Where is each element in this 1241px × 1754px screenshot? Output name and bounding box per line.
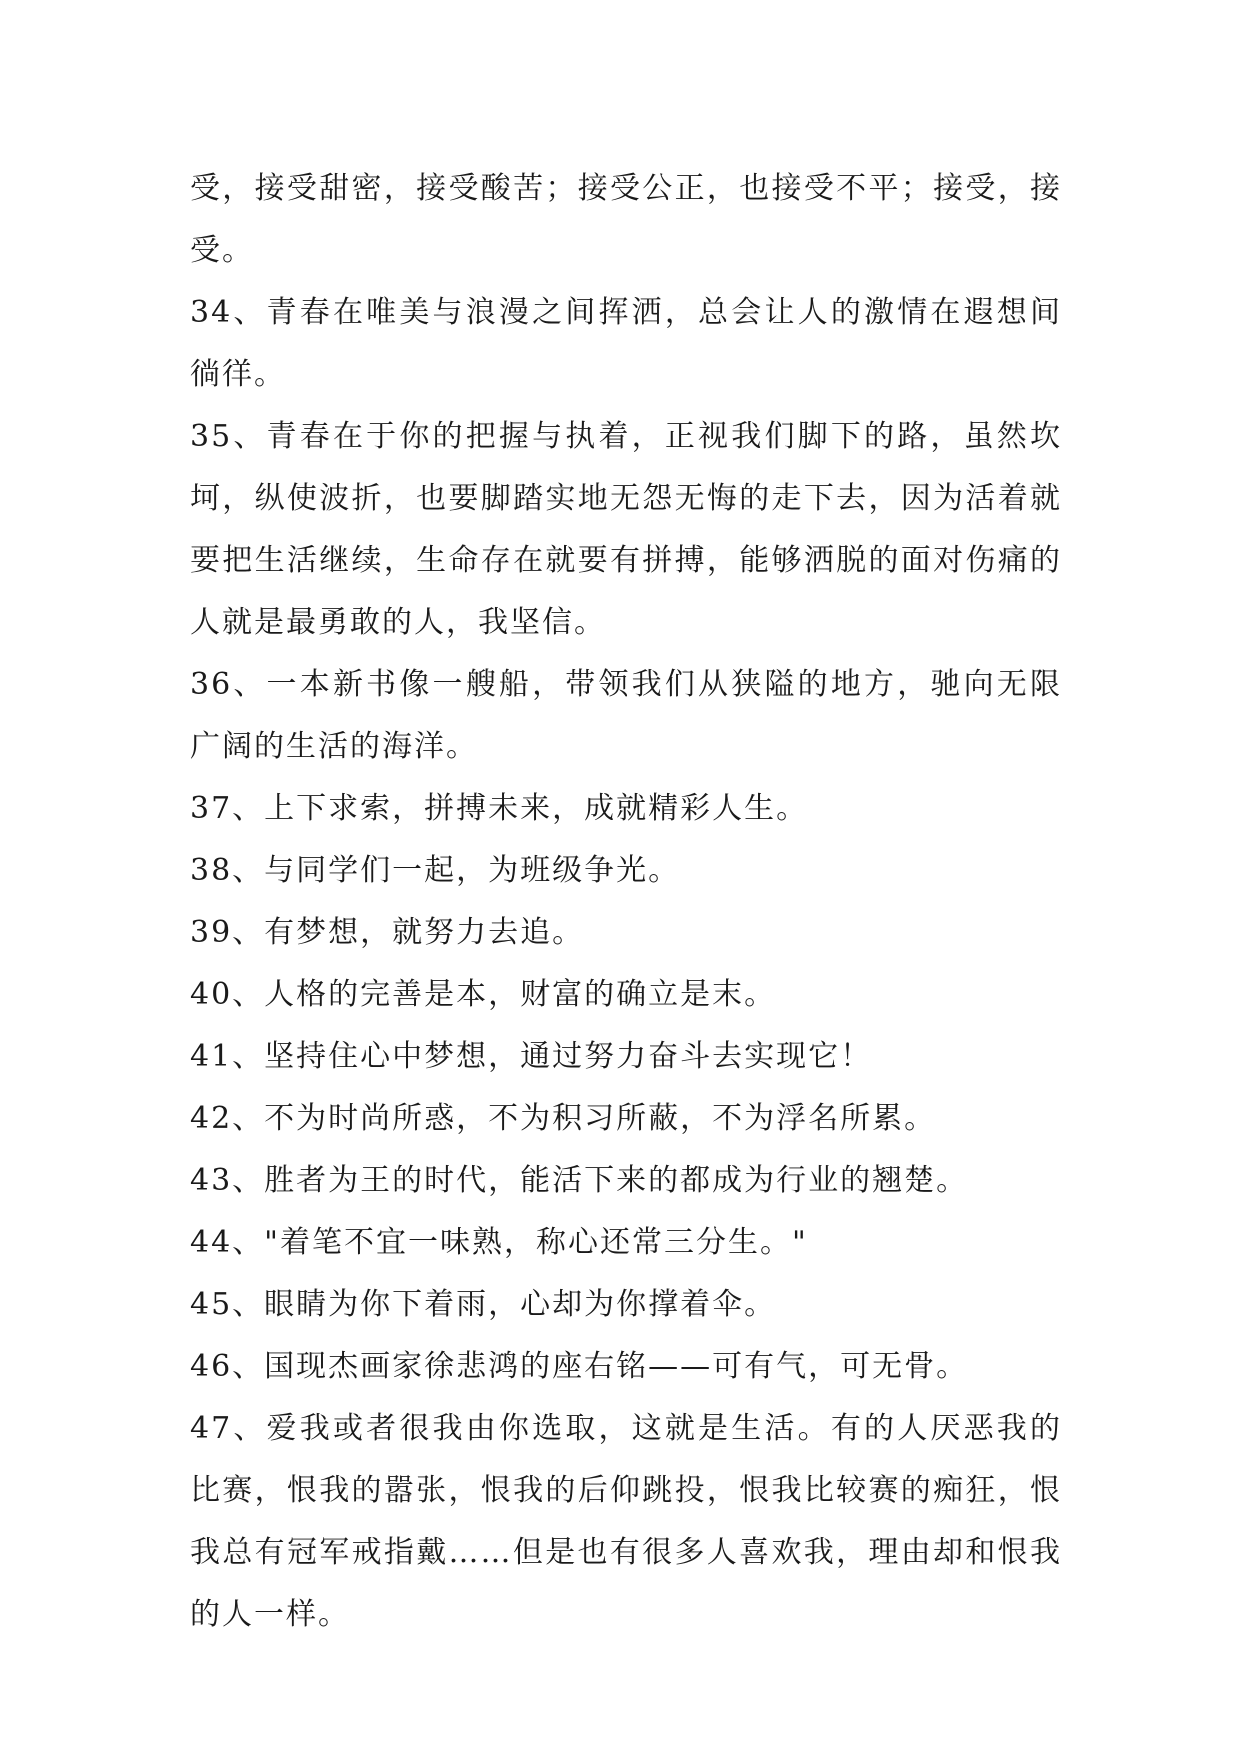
paragraph-39: 39、有梦想，就努力去追。 [190,915,585,950]
document-body [190,158,1062,1646]
paragraph-44: 44、"着笔不宜一味熟，称心还常三分生。" [190,1225,808,1260]
paragraph-42: 42、不为时尚所惑，不为积习所蔽，不为浮名所累。 [190,1101,937,1136]
paragraph-43: 43、胜者为王的时代，能活下来的都成为行业的翘楚。 [190,1163,969,1198]
paragraph-continuation: 受，接受甜密，接受酸苦；接受公正，也接受不平；接受，接受。 [190,171,1062,268]
paragraph-35: 35、青春在于你的把握与执着，正视我们脚下的路，虽然坎坷，纵使波折，也要脚踏实地无怨无悔的走下去，因为活着就要把生活继续，生命存在就要有拼搏，能够洒脱的面对伤痛的人就是最勇敢的人，我坚信。 [190,419,1062,640]
paragraph-38: 38、与同学们一起，为班级争光。 [190,853,681,888]
paragraph-37: 37、上下求索，拼搏未来，成就精彩人生。 [190,791,809,826]
paragraph-41: 41、坚持住心中梦想，通过努力奋斗去实现它！ [190,1039,873,1074]
paragraph-34: 34、青春在唯美与浪漫之间挥洒，总会让人的激情在遐想间徜徉。 [190,295,1062,392]
paragraph-40: 40、人格的完善是本，财富的确立是末。 [190,977,777,1012]
paragraph-36: 36、一本新书像一艘船，带领我们从狭隘的地方，驰向无限广阔的生活的海洋。 [190,667,1062,764]
paragraph-46: 46、国现杰画家徐悲鸿的座右铭——可有气，可无骨。 [190,1349,969,1384]
paragraph-45: 45、眼睛为你下着雨，心却为你撑着伞。 [190,1287,777,1322]
paragraph-47: 47、爱我或者很我由你选取，这就是生活。有的人厌恶我的比赛，恨我的嚣张，恨我的后仰跳投，恨我比较赛的痴狂，恨我总有冠军戒指戴……但是也有很多人喜欢我，理由却和恨我的人一样。 [190,1411,1062,1632]
